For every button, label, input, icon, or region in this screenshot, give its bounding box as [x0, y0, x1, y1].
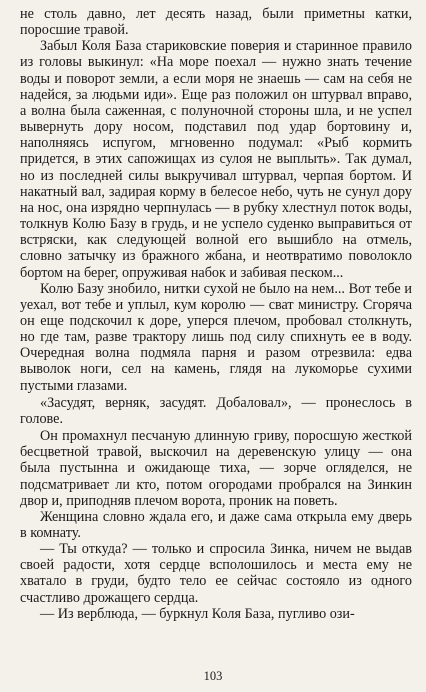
paragraph-8: — Из верблюда, — буркнул Коля База, пугливо ози-	[40, 605, 355, 622]
paragraph-6: Женщина словно ждала его, и даже сама открыла ему дверь в комнату.	[20, 508, 412, 541]
paragraph-2: Забыл Коля База стариковские поверия и старинное правило из головы выкинул: «На море поехал — нужно знать течение воды и поворот земли, а если моря не знаешь — сам на себя не надейся, за людьми иди». Еще раз положил он штурвал вправо, а волна была саженная, с полуночной стороны шла, и не успел вывернуть дору носом, подставил под удар бортовину и, наполняясь испугом, мгновенно подумал: «Рыб кормить придется, в этих сапожищах из сулоя не выплыть». Так думал, но из последней силы выкручивал штурвал, черпая бортом. И накатный вал, задирая корму в белесое небо, чуть не сунул дору на нос, она изрядно черпнулась — в рубку хлестнул поток воды, толкнув Колю Базу в грудь, и не успело суденко выправиться от встряски, как следующей волной его вышибло на отмель, словно затычку из бражного жбана, и неотвратимо поволокло бортом на берег, опруживая набок и забивая песком...	[20, 38, 412, 281]
paragraph-1: не столь давно, лет десять назад, были приметны катки, поросшие травой.	[20, 6, 412, 39]
paragraph-3: Колю Базу знобило, нитки сухой не было на нем... Вот тебе и уехал, вот тебе и уплыл, кум королю — сват министру. Сгоряча он еще подскочил к доре, уперся плечом, пробовал столкнуть, но где там, разве трактору лишь под силу спихнуть ее в воду. Очередная волна подмяла парня и разом отрезвила: едва выволок ноги, сел на камень, глядя на лукоморье сухими пустыми глазами.	[20, 280, 412, 394]
paragraph-5: Он промахнул песчаную длинную гриву, поросшую жесткой бесцветной травой, выскочил на деревенскую улицу — она была пустынна и ожидающе тиха, — зорче огляделся, не подсматривает ли кто, потом огородами пробрался на Зинкин двор и, приподняв плечом ворота, проник на поветь.	[20, 428, 412, 509]
paragraph-4: «Засудят, верняк, засудят. Добаловал», — пронеслось в голове.	[20, 394, 412, 427]
page-number: 103	[203, 669, 223, 683]
paragraph-7: — Ты откуда? — только и спросила Зинка, ничем не выдав своей радости, хотя сердце всполошилось и места ему не хватало в груди, будто тело ее сейчас состояло из одного счастливо дрожащего сердца.	[20, 541, 412, 606]
